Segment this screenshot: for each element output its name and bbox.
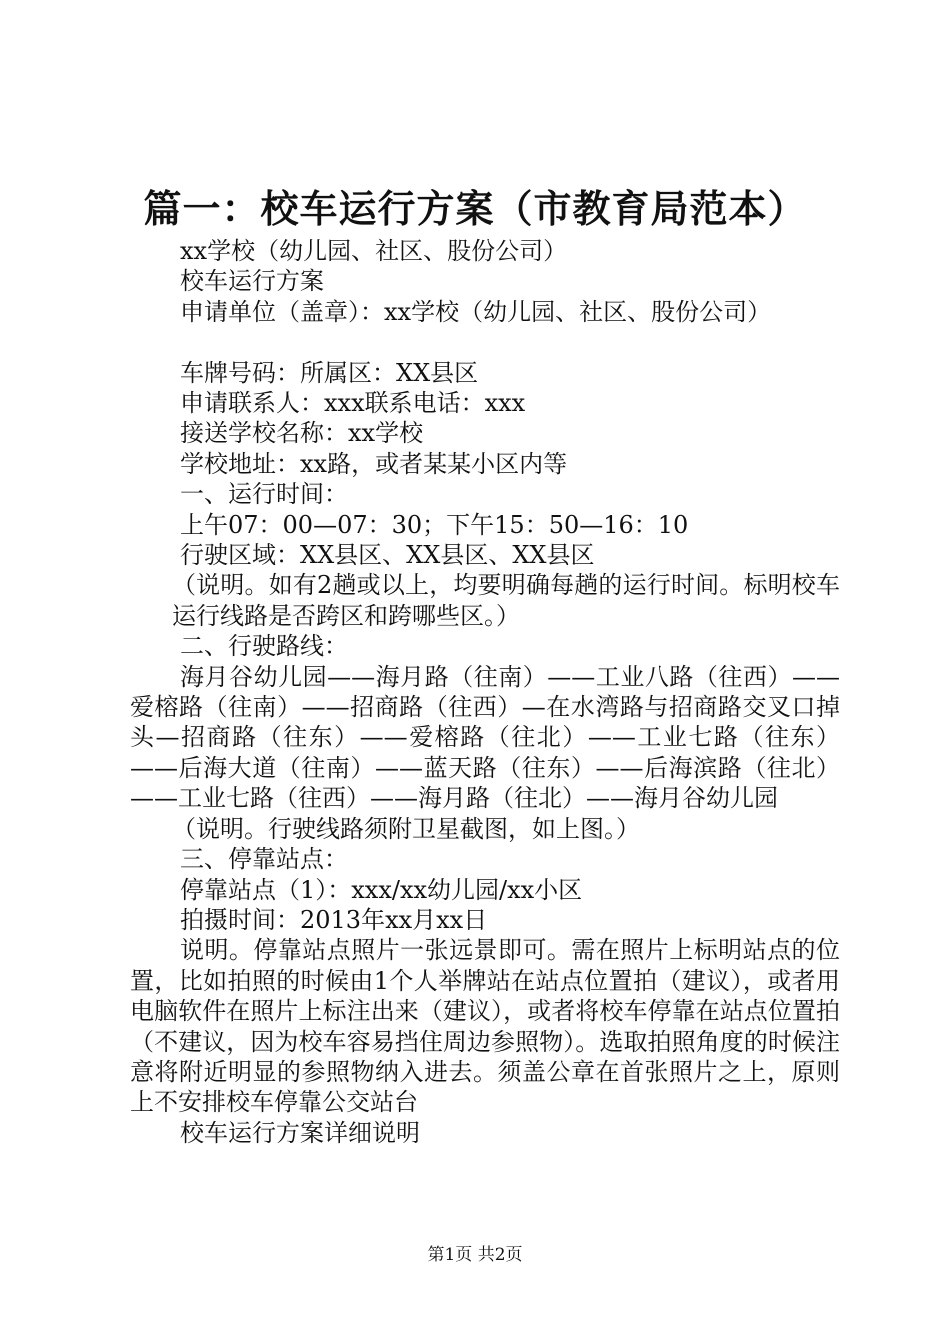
area-line: 行驶区域：XX县区、XX县区、XX县区 xyxy=(180,541,595,570)
plate-line: 车牌号码：所属区：XX县区 xyxy=(180,358,479,387)
stop1-line: 停靠站点（1）：xxx/xx幼儿园/xx小区 xyxy=(180,875,583,904)
note2-line: （说明。行驶线路须附卫星截图，如上图。） xyxy=(172,814,640,843)
school-name-line: 接送学校名称：xx学校 xyxy=(180,419,424,448)
plan-name-line: 校车运行方案 xyxy=(180,267,324,296)
time-schedule-line: 上午07：00—07：30；下午15：50—16：10 xyxy=(180,510,689,539)
section3-heading: 三、停靠站点： xyxy=(180,845,348,874)
page-footer: 第1页 共2页 xyxy=(427,1245,523,1265)
school-header-line: xx学校（幼儿园、社区、股份公司） xyxy=(180,237,568,265)
school-address-line: 学校地址：xx路，或者某某小区内等 xyxy=(180,449,568,478)
note3-paragraph: 说明。停靠站点照片一张远景即可。需在照片上标明站点的位置，比如拍照的时候由1个人举牌站在站点位置拍（建议），或者用电脑软件在照片上标注出来（建议），或者将校车停靠在站点位置拍（不建议，因为校车容易挡住周边参照物）。选取拍照角度的时候注意将附近明显的参照物纳入进去。须盖公章在首张照片之上，原则上不安排校车停靠公交站台 xyxy=(130,936,840,1117)
blank-line xyxy=(130,327,840,357)
section2-heading: 二、行驶路线： xyxy=(180,632,348,661)
note1-paragraph: （说明。如有2趟或以上，均要明确每趟的运行时间。标明校车运行线路是否跨区和跨哪些区。） xyxy=(172,571,840,630)
applicant-line: 申请单位（盖章）：xx学校（幼儿园、社区、股份公司） xyxy=(180,297,772,326)
contact-line: 申请联系人：xxx联系电话：xxx xyxy=(180,389,526,418)
details-line: 校车运行方案详细说明 xyxy=(180,1118,420,1147)
document-body xyxy=(130,236,840,1148)
photo-time-line: 拍摄时间：2013年xx月xx日 xyxy=(180,905,488,934)
page-title: 篇一：校车运行方案（市教育局范本） xyxy=(143,186,807,231)
section1-heading: 一、运行时间： xyxy=(180,480,348,509)
route-paragraph: 海月谷幼儿园——海月路（往南）——工业八路（往西）——爱榕路（往南）——招商路（往西）—在水湾路与招商路交叉口掉头—招商路（往东）——爱榕路（往北）——工业七路（往东）——后海大道（往南）——蓝天路（往东）——后海滨路（往北）——工业七路（往西）——海月路（往北）——海月谷幼儿园 xyxy=(130,662,840,813)
